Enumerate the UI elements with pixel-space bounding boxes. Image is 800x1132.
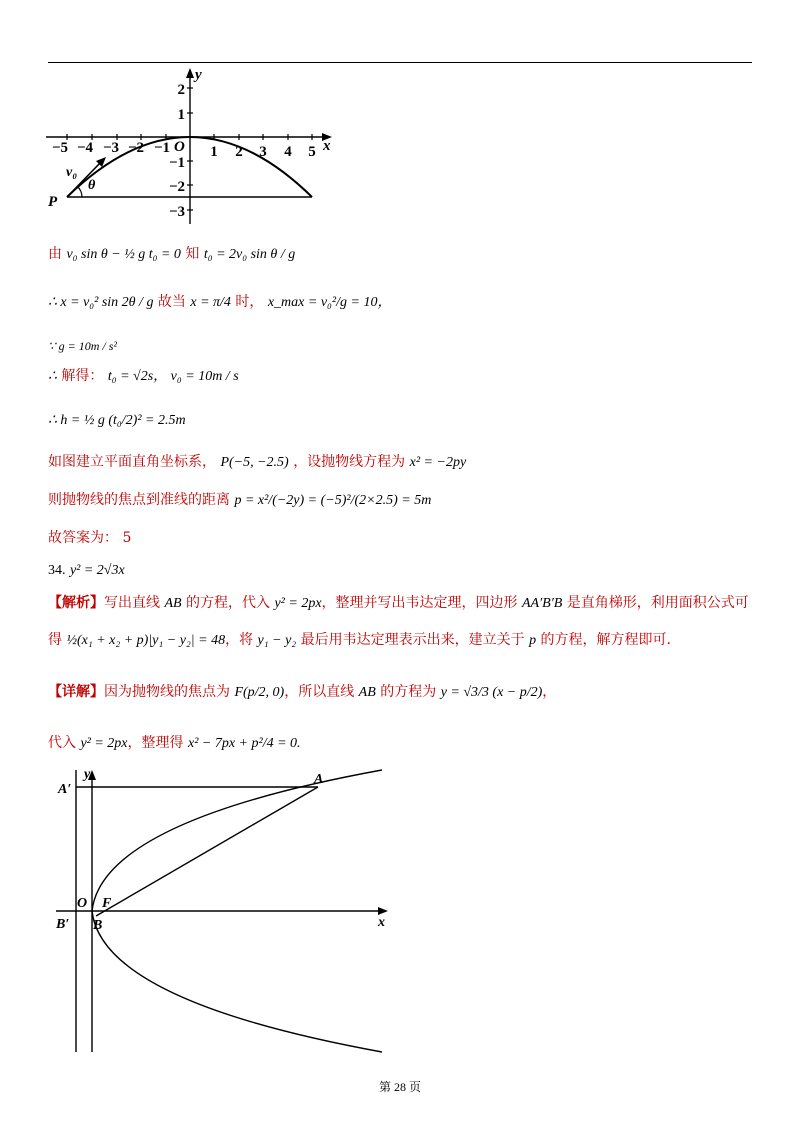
line-2: ∴ x = v₀² sin 2θ / g 故当 x = π/4 时， x_max = v₀²/g = 10，: [48, 294, 392, 310]
y-tick: −1: [168, 155, 185, 171]
line-8: 故答案为： 5: [48, 530, 132, 546]
axis-x-label: x: [323, 138, 331, 154]
label-o: O: [77, 896, 88, 911]
point-p-label: P: [48, 194, 58, 210]
x-tick: 5: [308, 144, 316, 160]
theta-label: θ: [88, 178, 96, 193]
x-tick: −4: [76, 140, 94, 156]
xiangjie-line: 【详解】因为抛物线的焦点为 F(p/2, 0)，所以直线 AB 的方程为 y = √3/3 (x − p/2)，: [48, 684, 557, 700]
x-tick: 4: [284, 144, 292, 160]
label-a: A: [314, 772, 324, 787]
line-4: ∴ 解得： t₀ = √2s， v₀ = 10m / s: [48, 368, 239, 384]
substitute-line: 代入 y² = 2px，整理得 x² − 7px + p²/4 = 0.: [48, 735, 301, 751]
jiexi-line-2: 得 ½(x₁ + x₂ + p)|y₁ − y₂| = 48，将 y₁ − y₂ 最后用韦达定理表示出来，建立关于 p 的方程，解方程即可.: [48, 632, 671, 648]
top-rule: [48, 62, 752, 63]
label-b: B: [93, 918, 103, 933]
line-6: 如图建立平面直角坐标系， P(−5, −2.5) ，设抛物线方程为 x² = −2py: [48, 454, 467, 470]
q34-line: 34. y² = 2√3x: [48, 563, 125, 578]
line-5: ∴ h = ½ g (t₀/2)² = 2.5m: [48, 413, 186, 428]
page-footer: 第 28 页: [378, 1080, 421, 1094]
x-tick: 1: [210, 144, 218, 160]
label-a-prime: A′: [58, 782, 72, 797]
x-tick: −5: [51, 140, 69, 156]
y-tick: −3: [168, 204, 185, 220]
x-tick: 2: [235, 144, 243, 160]
y-tick: −2: [168, 179, 185, 195]
label-b-prime: B′: [56, 917, 70, 932]
label-f: F: [102, 896, 112, 911]
projectile-figure: [44, 64, 344, 226]
label-y: y: [84, 767, 91, 782]
x-tick: −2: [127, 140, 145, 156]
line-3: ∵ g = 10m / s²: [48, 339, 117, 353]
x-tick: −1: [153, 140, 171, 156]
jiexi-line-1: 【解析】写出直线 AB 的方程，代入 y² = 2px，整理并写出韦达定理，四边形 AA′B′B 是直角梯形，利用面积公式可: [48, 595, 749, 611]
origin-label: O: [174, 139, 185, 155]
line-7: 则抛物线的焦点到准线的距离 p = x²/(−2y) = (−5)²/(2×2.5) = 5m: [48, 492, 432, 508]
axis-y-label: y: [195, 67, 202, 83]
x-tick: −3: [102, 140, 120, 156]
label-x: x: [378, 915, 385, 930]
v0-label: v₀: [66, 165, 78, 180]
parabola-figure: [52, 766, 392, 1056]
x-tick: 3: [259, 144, 267, 160]
line-1: 由 v₀ sin θ − ½ g t₀ = 0 知 t₀ = 2v₀ sin θ / g: [48, 246, 296, 262]
y-tick: 2: [177, 82, 185, 98]
y-tick: 1: [177, 107, 185, 123]
